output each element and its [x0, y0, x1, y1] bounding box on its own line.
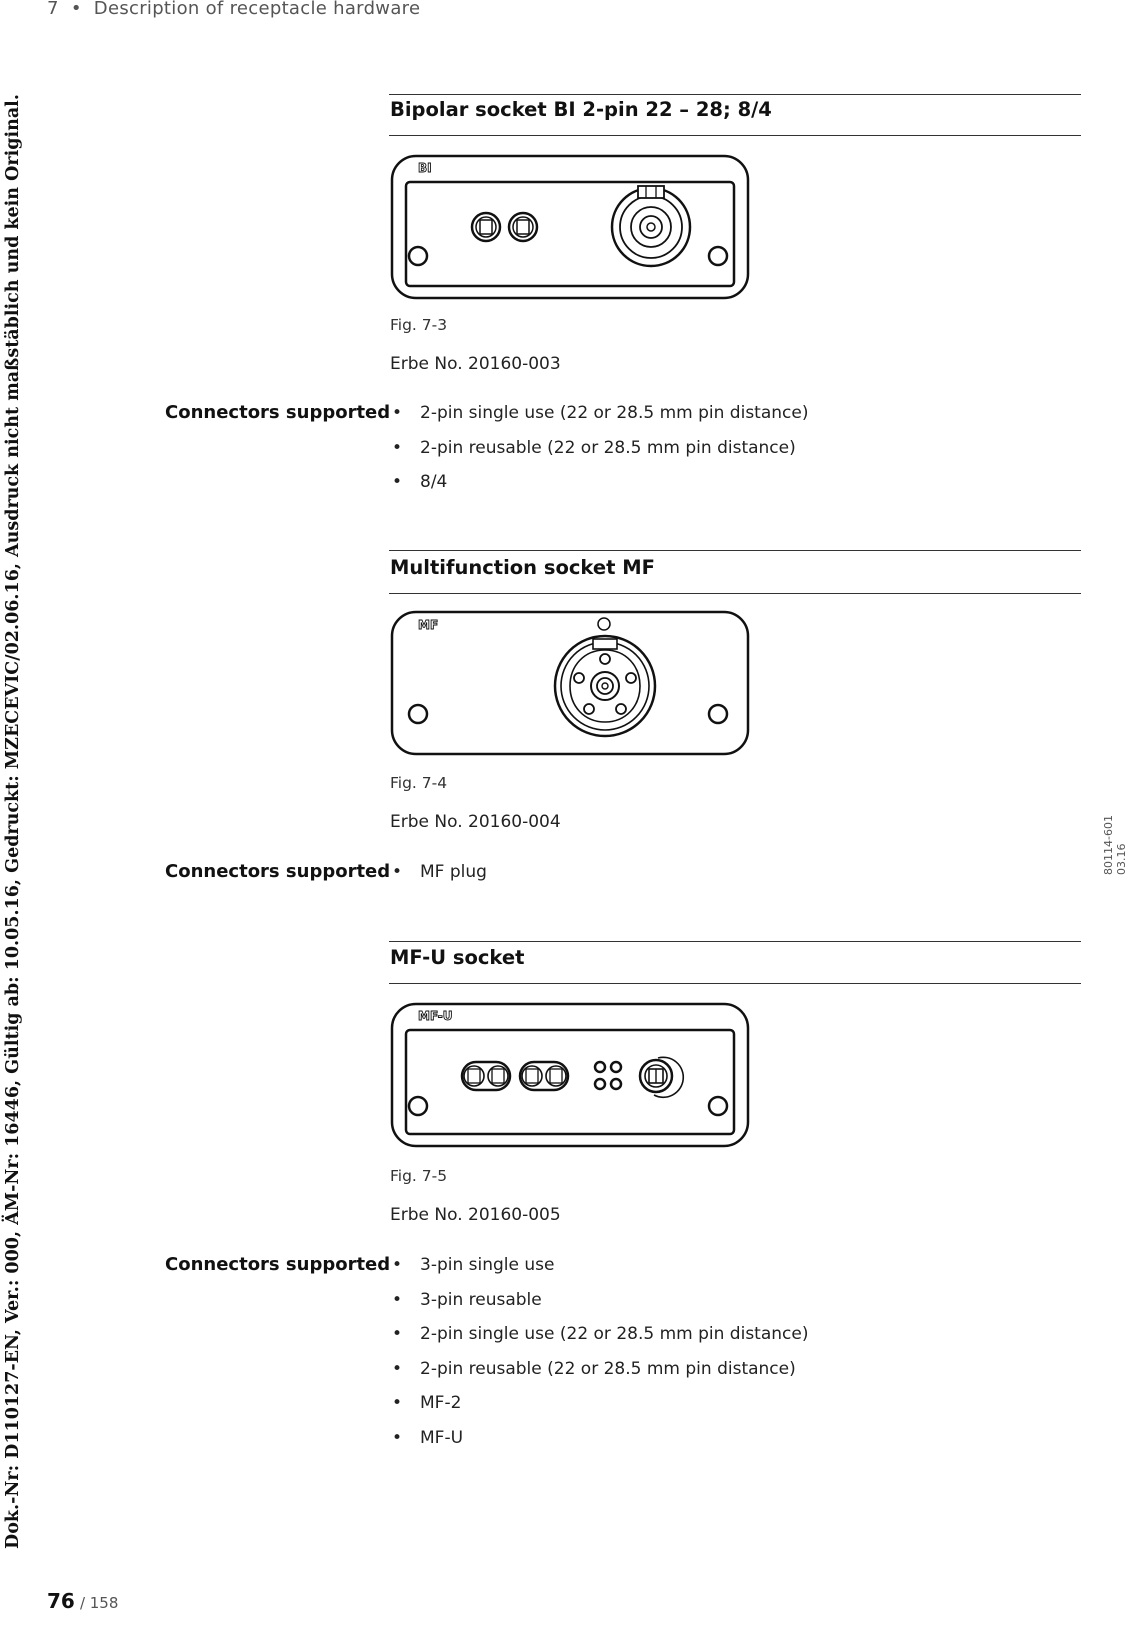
bipolar-pin-socket-right	[509, 213, 537, 241]
list-item: • 2-pin reusable (22 or 28.5 mm pin distance)	[390, 438, 808, 473]
indicator-led	[598, 618, 610, 630]
running-header	[47, 0, 420, 19]
section-title-bi: Bipolar socket BI 2-pin 22 – 28; 8/4	[390, 98, 772, 121]
list-item: • 3-pin reusable	[390, 1290, 808, 1325]
list-item: • MF-2	[390, 1393, 808, 1428]
mf-u-round-connector	[640, 1057, 683, 1097]
list-item: • MF-U	[390, 1428, 808, 1463]
three-pin-socket-right	[520, 1062, 568, 1090]
page-number	[47, 1589, 118, 1613]
mount-hole-left	[409, 1097, 427, 1115]
mount-hole-right	[709, 247, 727, 265]
mount-hole-right	[709, 705, 727, 723]
page-total: / 158	[79, 1594, 119, 1612]
page-current: 76	[47, 1589, 75, 1613]
doc-ref-number: 80114-601	[1102, 815, 1115, 875]
round-connector-8-4	[612, 186, 690, 266]
connectors-list	[390, 403, 808, 507]
list-item: • 3-pin single use	[390, 1255, 808, 1290]
mf-socket-figure	[390, 610, 750, 756]
mfu-socket-figure	[390, 1002, 750, 1148]
list-item: • MF plug	[390, 862, 487, 897]
chapter-number: 7	[47, 0, 59, 19]
list-item: • 2-pin single use (22 or 28.5 mm pin distance)	[390, 403, 808, 438]
connectors-list	[390, 862, 487, 897]
four-pin-cluster	[595, 1062, 621, 1089]
list-item: • 2-pin reusable (22 or 28.5 mm pin distance)	[390, 1359, 808, 1394]
section-top-rule	[389, 941, 1081, 942]
document-reference	[1102, 815, 1128, 875]
connectors-label: Connectors supported	[165, 1254, 391, 1275]
figure-caption: Fig. 7-3	[390, 316, 448, 334]
mount-hole-right	[709, 1097, 727, 1115]
figure-caption: Fig. 7-4	[390, 774, 448, 792]
list-item: • 2-pin single use (22 or 28.5 mm pin distance)	[390, 1324, 808, 1359]
connectors-label: Connectors supported	[165, 861, 391, 882]
order-number: Erbe No. 20160-003	[390, 354, 561, 374]
mf-panel-label: MF	[418, 618, 439, 632]
order-number: Erbe No. 20160-005	[390, 1205, 561, 1225]
connectors-list	[390, 1255, 808, 1462]
chapter-title: Description of receptacle hardware	[93, 0, 421, 19]
bipolar-pin-socket-left	[472, 213, 500, 241]
connectors-label: Connectors supported	[165, 402, 391, 423]
section-top-rule	[389, 94, 1081, 95]
three-pin-socket-left	[462, 1062, 510, 1090]
mfu-panel-label: MF-U	[418, 1009, 453, 1023]
section-title-mfu: MF-U socket	[390, 946, 525, 969]
section-title-mf: Multifunction socket MF	[390, 556, 655, 579]
bi-panel-label: BI	[418, 161, 432, 175]
header-separator: •	[70, 0, 82, 19]
doc-ref-date: 03.16	[1115, 843, 1128, 875]
mount-hole-left	[409, 247, 427, 265]
section-bottom-rule	[389, 983, 1081, 984]
section-top-rule	[389, 550, 1081, 551]
mount-hole-left	[409, 705, 427, 723]
section-bottom-rule	[389, 593, 1081, 594]
order-number: Erbe No. 20160-004	[390, 812, 561, 832]
figure-caption: Fig. 7-5	[390, 1167, 448, 1185]
bi-socket-figure	[390, 154, 750, 300]
list-item: • 8/4	[390, 472, 808, 507]
validity-stamp: Dok.-Nr: D110127-EN, Ver.: 000, ÄM-Nr: 16446, Gültig ab: 10.05.16, Gedruckt: MZECEVIC/02.06.16, Ausdruck nicht maßstäblich und kein Original.	[3, 94, 23, 1549]
section-bottom-rule	[389, 135, 1081, 136]
mf-round-connector	[555, 636, 655, 736]
